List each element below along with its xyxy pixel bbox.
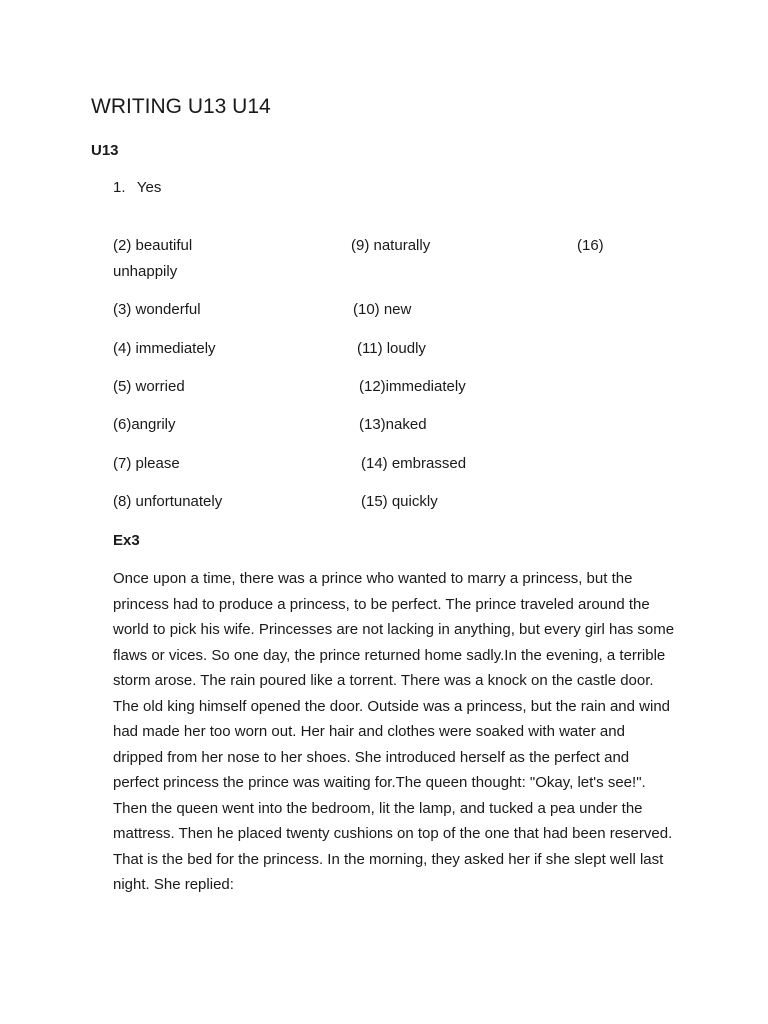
answer-11: (11) loudly — [357, 340, 426, 357]
answer-13: (13)naked — [359, 416, 427, 433]
list-number: 1. — [113, 179, 126, 196]
answer-12: (12)immediately — [359, 378, 466, 395]
answer-15: (15) quickly — [361, 493, 438, 510]
answer-5: (5) worried — [113, 378, 185, 395]
story-paragraph: Once upon a time, there was a prince who wanted to marry a princess, but the princess had to produce a princess, to be perfect. The prince traveled around the world to pick his wife. Princesses are not lacking in anything, but every girl has some flaws or vices. So one day, the prince returned home sadly.In the evening, a terrible storm arose. The rain poured like a torrent. There was a knock on the castle door. The old king himself opened the door. Outside was a princess, but the rain and wind had made her too worn out. Her hair and clothes were soaked with water and dripped from her nose to her shoes. She introduced herself as the perfect and perfect princess the prince was waiting for.The queen thought: "Okay, let's see!". Then the queen went into the bedroom, lit the lamp, and tucked a pea under the mattress. Then he placed twenty cushions on top of the one that had been reserved. That is the bed for the princess. In the morning, they asked her if she slept well last night. She replied: — [113, 570, 675, 893]
section-heading-u13: U13 — [91, 142, 119, 159]
answer-3: (3) wonderful — [113, 301, 201, 318]
answer-unhappily: unhappily — [113, 263, 178, 280]
answer-7: (7) please — [113, 455, 180, 472]
answer-16: (16) — [577, 237, 604, 254]
answer-10: (10) new — [353, 301, 412, 318]
answer-4: (4) immediately — [113, 340, 216, 357]
answer-2: (2) beautiful — [113, 237, 193, 254]
document-title: WRITING U13 U14 — [91, 95, 271, 118]
answer-14: (14) embrassed — [361, 455, 467, 472]
list-item-1 — [113, 179, 161, 196]
list-text: Yes — [136, 179, 162, 196]
exercise-heading: Ex3 — [113, 532, 140, 549]
answer-6: (6)angrily — [113, 416, 176, 433]
answer-8: (8) unfortunately — [113, 493, 223, 510]
answer-9: (9) naturally — [351, 237, 431, 254]
